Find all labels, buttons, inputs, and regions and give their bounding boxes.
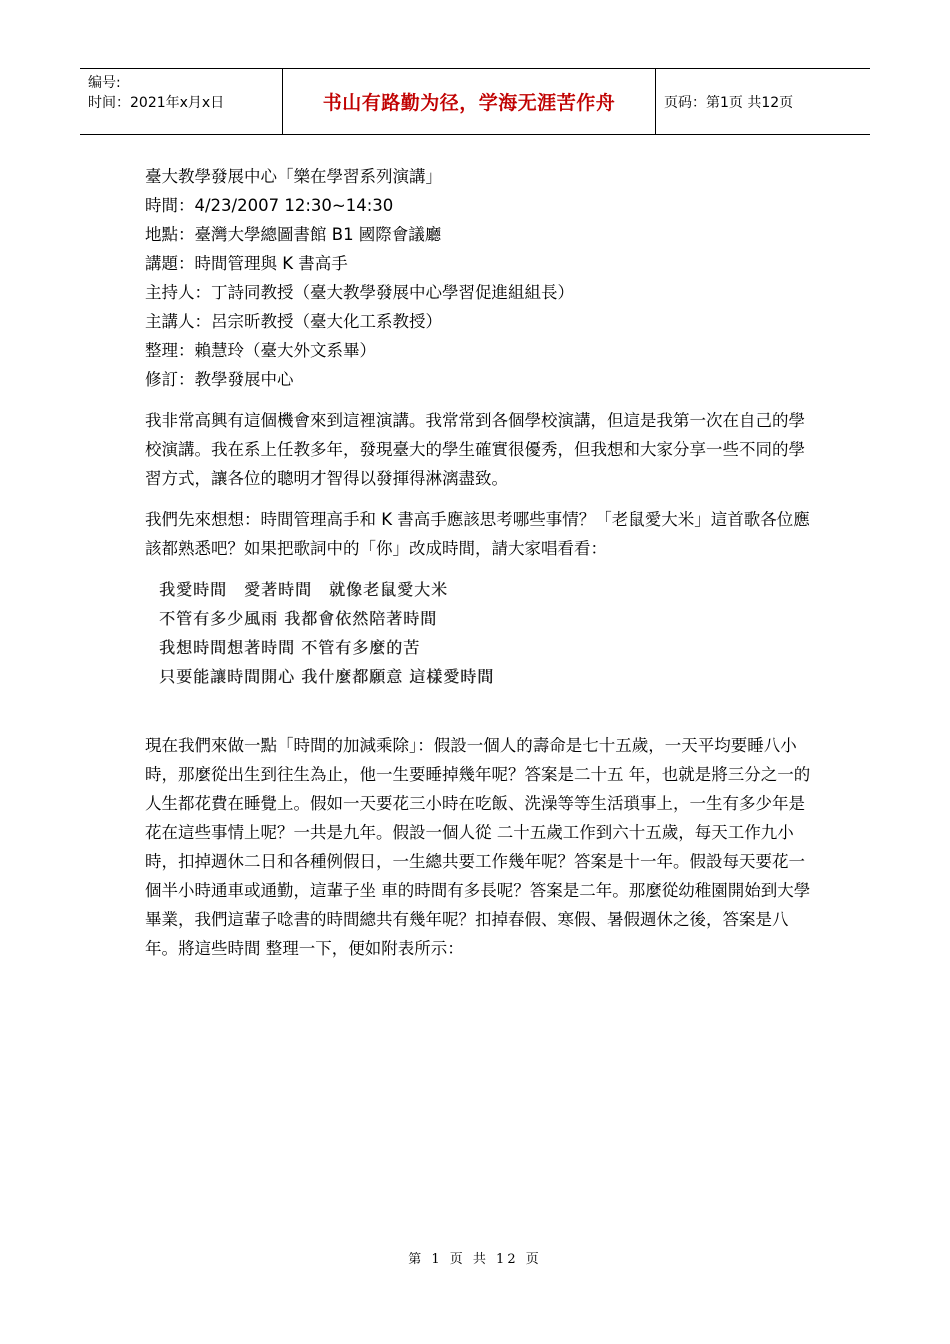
meta-host: 主持人：丁詩同教授（臺大教學發展中心學習促進組組長）	[145, 283, 574, 302]
song-line: 我愛時間 愛著時間 就像老鼠愛大米	[159, 580, 449, 599]
meta-editor: 整理：賴慧玲（臺大外文系畢）	[145, 341, 376, 360]
song-line: 只要能讓時間開心 我什麼都願意 這樣愛時間	[159, 667, 495, 686]
meta-time: 時間：4/23/2007 12:30~14:30	[145, 196, 394, 215]
motto-text: 书山有路勤为径，学海无涯苦作舟	[322, 92, 616, 114]
document-body	[145, 162, 815, 963]
header-left-cell	[80, 69, 282, 134]
page-info-cell	[656, 69, 870, 134]
page-info-text: 页码：第1页 共12页	[664, 94, 794, 111]
code-label: 编号:	[88, 75, 121, 91]
paragraph-intro: 我非常高興有這個機會來到這裡演講。我常常到各個學校演講，但這是我第一次在自己的學校演講。我在系上任教多年，發現臺大的學生確實很優秀，但我想和大家分享一些不同的學習方式，讓各位的聰明才智得以發揮得淋漓盡致。	[145, 411, 805, 488]
song-line: 我想時間想著時間 不管有多麼的苦	[159, 638, 421, 657]
motto-cell	[282, 69, 656, 134]
lecture-meta	[145, 162, 815, 394]
meta-speaker: 主講人：呂宗昕教授（臺大化工系教授）	[145, 312, 442, 331]
song-line: 不管有多少風雨 我都會依然陪著時間	[159, 609, 438, 628]
paragraph-song-intro: 我們先來想想：時間管理高手和 K 書高手應該思考哪些事情？「老鼠愛大米」這首歌各位應該都熟悉吧？如果把歌詞中的「你」改成時間，請大家唱看看：	[145, 510, 810, 558]
page-footer	[0, 1248, 950, 1267]
meta-location: 地點：臺灣大學總圖書館 B1 國際會議廳	[145, 225, 442, 244]
meta-topic: 講題：時間管理與 K 書高手	[145, 254, 348, 273]
meta-series-title: 臺大教學發展中心「樂在學習系列演講」	[145, 167, 442, 186]
paragraph-time-math: 現在我們來做一點「時間的加減乘除」：假設一個人的壽命是七十五歲，一天平均要睡八小時，那麼從出生到往生為止，他一生要睡掉幾年呢？答案是二十五 年，也就是將三分之一的人生都花費在睡覺上。假如一天要花三小時在吃飯、洗澡等等生活瑣事上，一生有多少年是花在這些事情上呢？一共是九年。假設一個人從 二十五歲工作到六十五歲，每天工作九小時，扣掉週休二日和各種例假日，一生總共要工作幾年呢？答案是十一年。假設每天要花一個半小時通車或通勤，這輩子坐 車的時間有多長呢？答案是二年。那麼從幼稚園開始到大學畢業，我們這輩子唸書的時間總共有幾年呢？扣掉春假、寒假、暑假週休之後，答案是八年。將這些時間 整理一下，便如附表所示：	[145, 736, 811, 958]
date-label: 时间：2021年x月x日	[88, 95, 225, 111]
footer-page-number: 第 1 页 共 12 页	[408, 1252, 542, 1267]
meta-reviser: 修訂：教學發展中心	[145, 370, 294, 389]
document-header	[80, 68, 870, 135]
song-lyrics	[159, 575, 815, 691]
